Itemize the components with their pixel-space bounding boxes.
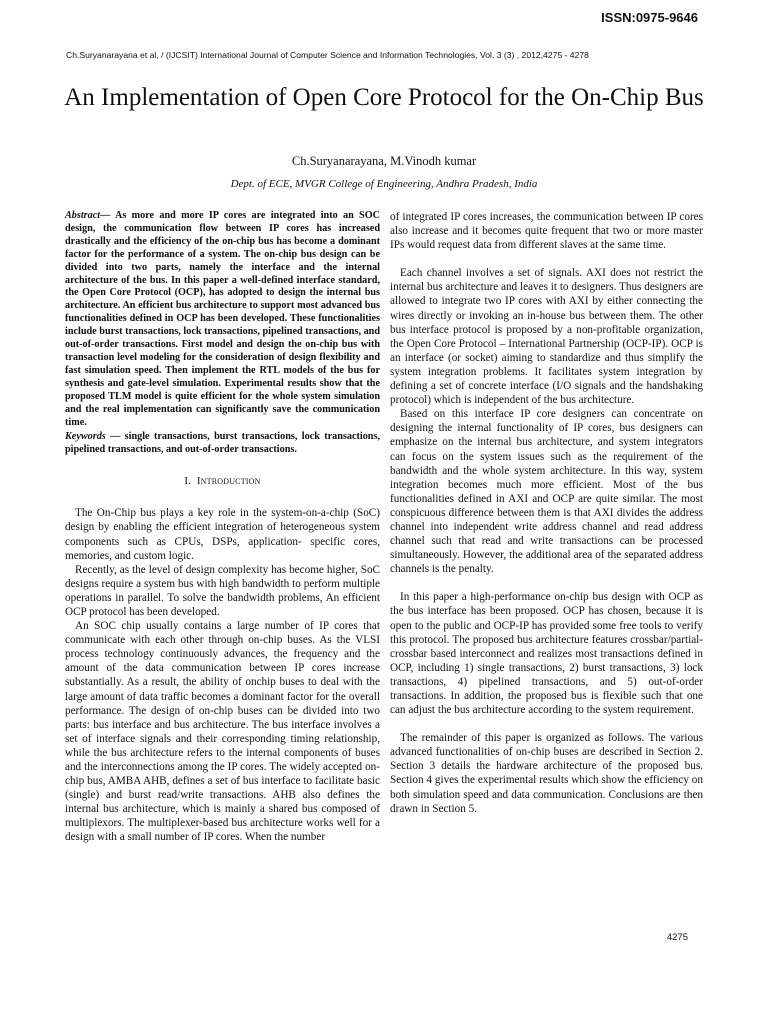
issn-label: ISSN:0975-9646 bbox=[601, 10, 698, 25]
section-number: I. bbox=[184, 475, 192, 488]
paper-affiliation: Dept. of ECE, MVGR College of Engineering, Andhra Pradesh, India bbox=[230, 178, 538, 190]
body-paragraph-3: Based on this interface IP core designers can concentrate on designing the internal functionality of IP cores, bus designers can emphasize on the internal bus architecture, and system integrators can focus on the system issues such as the requirement of the bandwidth and the whole system architecture. In this way, system integration becomes much more efficient. Most of the bus functionalities defined in AXI and OCP are quite similar. The most conspicuous difference between them is that AXI divides the address channel into independent write address channel and read address channel such that read and write transactions can be processed simultaneously. However, the additional area of the separated address channels is the penalty. bbox=[390, 408, 703, 576]
left-column bbox=[65, 210, 380, 845]
body-paragraph-1: of integrated IP cores increases, the communication between IP cores also increase and it becomes quite frequent that two or more master IPs would request data from different slaves at the same time. bbox=[390, 211, 703, 252]
abstract-text: — As more and more IP cores are integrated into an SOC design, the communication flow between IP cores has increased drastically and the efficiency of the on-chip bus has become a dominant factor for the performance of a system. The on-chip bus design can be divided into two parts, namely the interface and the internal architecture of the bus. In this paper a well-defined interface standard, the Open Core Protocol (OCP), has adopted to design the internal bus architecture. An efficient bus architecture to support most advanced bus functionalities defined in OCP has been developed. These functionalities include burst transactions, lock transactions, pipelined transactions, and out-of-order transactions. First model and design the on-chip bus with transaction level modeling for the consideration of design flexibility and fast simulation speed. Then implement the RTL models of the bus for synthesis and gate-level simulation. Experimental results show that the proposed TLM model is quite efficient for the whole system simulation and the real implementation can significantly save the communication time. bbox=[65, 210, 380, 428]
body-paragraph-4: In this paper a high-performance on-chip bus design with OCP as the bus interface has been proposed. OCP has chosen, because it is open to the public and OCP-IP has provided some free tools to verify this protocol. The proposed bus architecture features crossbar/partial-crossbar based interconnect and realizes most transactions defined in OCP, including 1) single transactions, 2) burst transactions, 3) lock transactions, 4) pipelined transactions, and 5) out-of-order transactions. In addition, the proposed bus is flexible such that one can adjust the bus architecture according to the system requirement. bbox=[390, 591, 703, 717]
keywords-label: Keywords bbox=[65, 431, 106, 443]
keywords bbox=[65, 431, 380, 457]
right-column bbox=[390, 210, 703, 816]
paper-title: An Implementation of Open Core Protocol for the On-Chip Bus bbox=[64, 84, 704, 111]
page-number: 4275 bbox=[666, 932, 688, 943]
section-title: Introduction bbox=[196, 475, 261, 488]
running-head: Ch.Suryanarayana et al, / (IJCSIT) International Journal of Computer Science and Information Technologies, Vol. 3 (3) , 2012,4275 - 4278 bbox=[66, 50, 589, 60]
intro-paragraph-2: Recently, as the level of design complexity has become higher, SoC designs require a system bus with high bandwidth to perform multiple operations in parallel. To solve the bandwidth problems, An efficient OCP protocol has been developed. bbox=[65, 563, 380, 618]
keywords-text: — single transactions, burst transactions, lock transactions, pipelined transactions, and out-of-order transactions. bbox=[65, 431, 380, 456]
intro-paragraph-3: An SOC chip usually contains a large number of IP cores that communicate with each other through on-chip buses. As the VLSI process technology continuously advances, the frequency and the amount of the data communication between IP cores increase substantially. As a result, the ability of onchip buses to deal with the large amount of data traffic becomes a dominant factor for the overall performance. The design of on-chip buses can be divided into two parts: bus interface and bus architecture. The bus interface involves a set of interface signals and their corresponding timing relationship, while the bus architecture refers to the internal components of buses and the interconnections among the IP cores. The widely accepted on-chip bus, AMBA AHB, defines a set of bus interface to facilitate basic (single) and burst read/write transactions. AHB also defines the internal bus architecture, which is mainly a shared bus composed of multiplexors. The multiplexer-based bus architecture works well for a design with a small number of IP cores. When the number bbox=[65, 620, 380, 844]
intro-paragraph-1: The On-Chip bus plays a key role in the system-on-a-chip (SoC) design by enabling the efficient integration of heterogeneous system components such as CPUs, DSPs, application- specific cores, memories, and custom logic. bbox=[65, 507, 380, 562]
abstract-label: Abstract bbox=[65, 210, 101, 221]
body-paragraph-5: The remainder of this paper is organized as follows. The various advanced functionalities of on-chip buses are described in Section 2. Section 3 details the hardware architecture of the proposed bus. Section 4 gives the experimental results which show the efficiency on both simulation speed and data communication. Conclusions are then drawn in Section 5. bbox=[390, 732, 703, 815]
abstract bbox=[65, 210, 380, 429]
body-paragraph-2: Each channel involves a set of signals. AXI does not restrict the internal bus architecture and leaves it to designers. Thus designers are allowed to integrate two IP cores with AXI by either connecting the wires directly or invoking an in-house bus between them. The other bus interface protocol is proposed by a non-profitable organization, the Open Core Protocol – International Partnership (OCP-IP). OCP is an interface (or socket) aiming to standardize and thus simplify the system integration problems. It facilitates system integration by defining a set of concrete interface (I/O signals and the handshaking protocol) which is independent of the bus architecture. bbox=[390, 267, 703, 407]
section-heading-introduction bbox=[65, 474, 380, 488]
paper-authors: Ch.Suryanarayana, M.Vinodh kumar bbox=[291, 154, 477, 168]
